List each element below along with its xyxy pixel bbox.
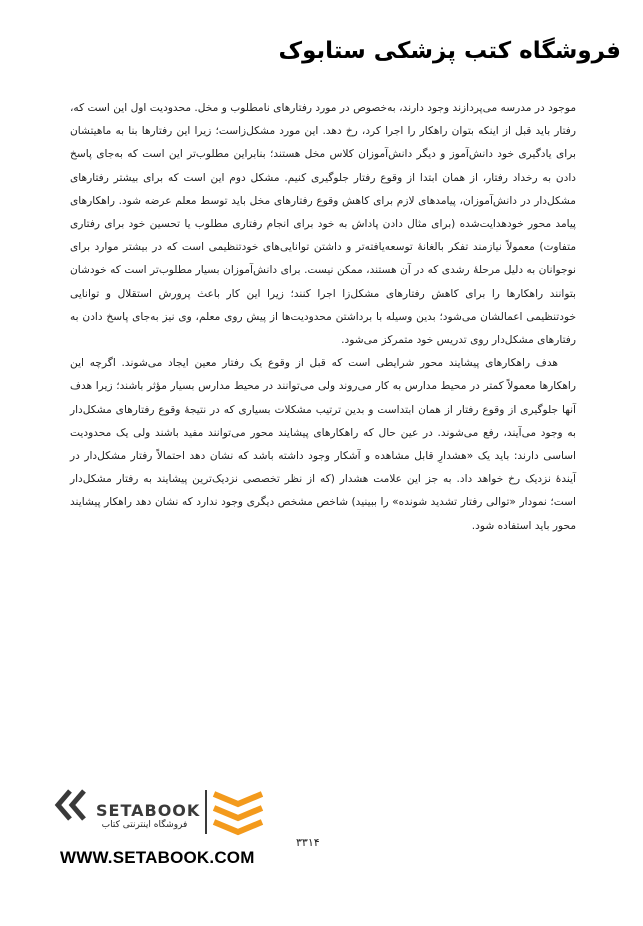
logo-tagline: فروشگاه اینترنتی کتاب <box>101 820 188 830</box>
page-title: فروشگاه کتب پزشکی ستابوک <box>278 38 621 64</box>
chevron-left-icon <box>52 788 92 822</box>
book-stack-icon <box>202 788 266 836</box>
logo-wordmark: SETABOOK <box>96 801 201 820</box>
document-body <box>70 97 576 538</box>
body-paragraph: هدف راهکارهای پیشایند محور شرایطی است که قبل از وقوع یک رفتار معین ایجاد می‌شوند. اگرچه این راهکارها معمولاً کمتر در محیط مدارس به کار می‌روند ولی می‌توانند در محیط مدارس بسیار مؤثر باشند؛ زیرا هدف آنها جلوگیری از وقوع رفتار از همان ابتداست و بدین ترتیب مشکلات بسیاری که در نتیجهٔ وقوع رفتارهای مشکل‌دار به وجود می‌آیند، رفع می‌شوند. در عین حال که راهکارهای پیشایند محور می‌توانند مفید باشند ولی یک محدودیت اساسی دارند: باید یک «هشدارِ قابل مشاهده و آشکار وجود داشته باشد که نشان دهد احتمالاً رفتار مشکل‌دار در آیندهٔ نزدیک رخ خواهد داد. به جز این علامت هشدار (که از نظر تخصصی نزدیک‌ترین پیشایند به رفتار مشکل‌دار است؛ نمودار «توالی رفتار تشدید شونده» را ببینید) شاخص مشخص دیگری وجود ندارد که نشان دهد راهکار پیشایند محور باید استفاده شود. <box>70 357 576 532</box>
page-number: ۳۳۱۴ <box>296 836 320 849</box>
site-url: WWW.SETABOOK.COM <box>60 848 255 867</box>
body-paragraph: موجود در مدرسه می‌پردازند وجود دارند، به‌خصوص در مورد رفتارهای نامطلوب و مخل. محدودیت اول این است که، رفتار باید قبل از اینکه بتوان راهکار را اجرا کرد، رخ دهد. این مورد مشکل‌زاست؛ زیرا این رفتارها بنا به ماهیتشان برای یادگیری خود دانش‌آموز و دیگر دانش‌آموزان کلاس مخل هستند؛ بنابراین مطلوب‌تر این است که به‌جای پاسخ دادن به رخداد رفتار، از همان ابتدا از وقوع رفتار جلوگیری کنیم. مشکل دوم این است که برای بیشتر رفتارهای مشکل‌دار در دانش‌آموزان، پیامدهای لازم برای کاهش وقوع رفتارهای مخل باید توسط معلم عرضه شود. راهکارهای پیامد محور خودهدایت‌شده (برای مثال دادن پاداش به خود برای انجام رفتاری مطلوب یا تحسین خود برای رفتاری متفاوت) معمولاً نیازمند تفکر بالغانهٔ توسعه‌یافته‌تر و داشتن توانایی‌های خودتنظیمی است که در بیشتر موارد برای نوجوانان به دلیل مرحلهٔ رشدی که در آن هستند، ممکن نیست. برای دانش‌آموزان بسیار مطلوب‌تر است که خودشان بتوانند راهکارها را برای کاهش رفتارهای مشکل‌زا اجرا کنند؛ زیرا این کار باعث پرورش استقلال و توانایی خودتنظیمی اعمالشان می‌شود؛ بدین وسیله با برداشتن محدودیت‌ها از پیش روی معلم، وی نیز به‌جای پاسخ دادن به رفتارهای مشکل‌دار روی تدریس خود متمرکز می‌شود. <box>70 102 576 347</box>
